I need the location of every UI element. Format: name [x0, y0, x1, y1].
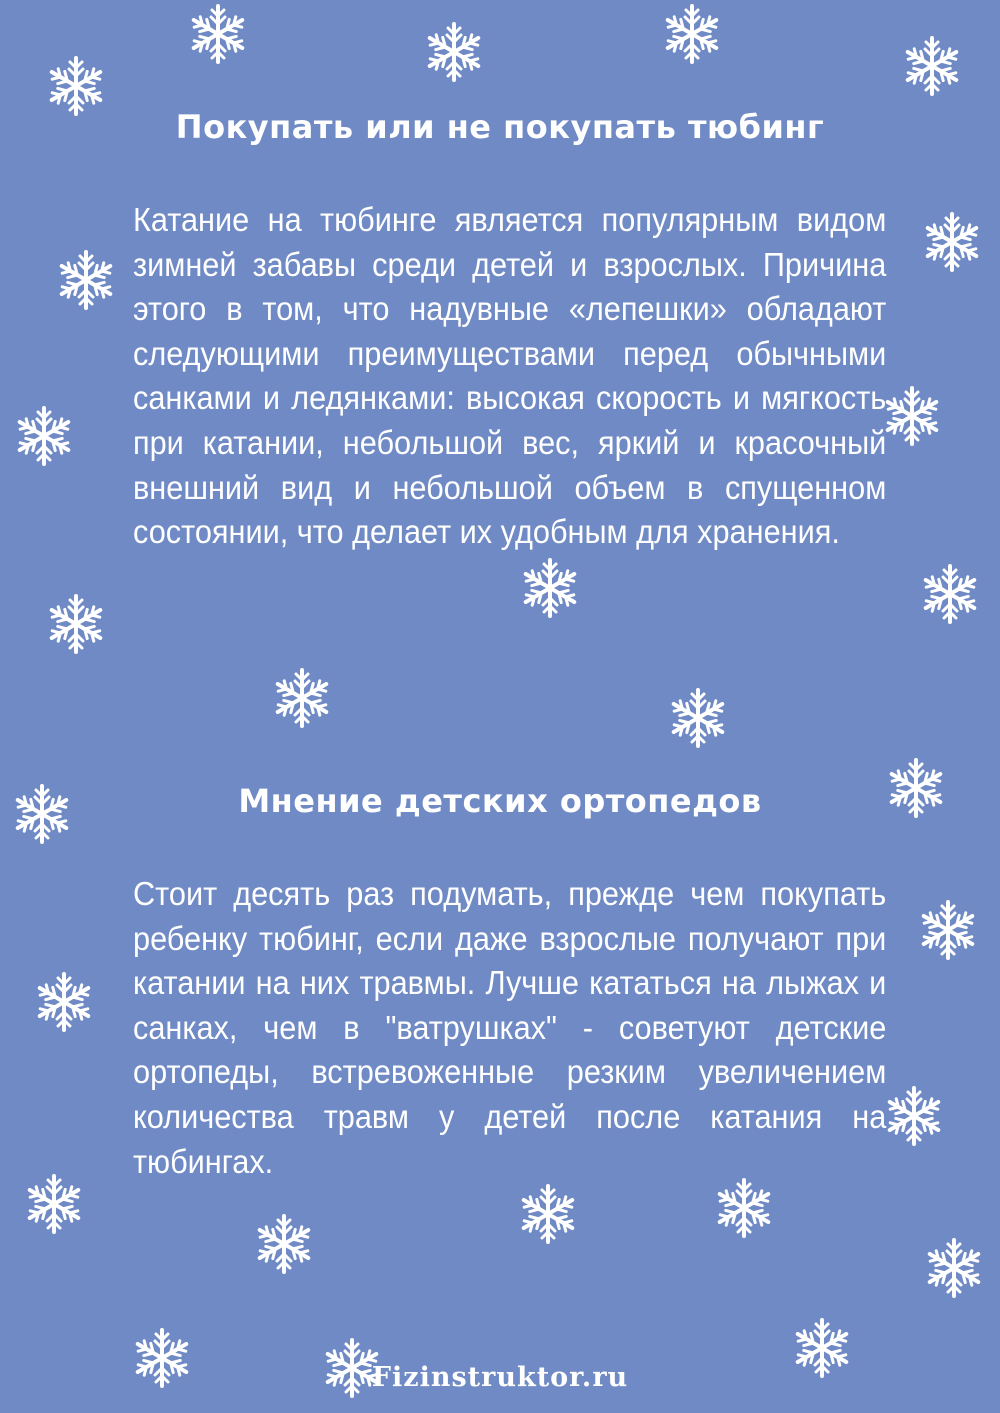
snowflake-icon — [880, 384, 944, 448]
snowflake-icon — [12, 404, 76, 468]
section1-title: Покупать или не покупать тюбинг — [175, 108, 825, 146]
snowflake-icon — [666, 686, 730, 750]
snowflake-icon — [920, 210, 984, 274]
snowflake-icon — [44, 592, 108, 656]
section2-text: Стоит десять раз подумать, прежде чем покупать ребенку тюбинг, если даже взрослые получают при катании на них травмы. Лучше кататься на лыжах и санках, чем в "ватрушках" - советуют детские ортопеды, встревоженные резким увеличением количества травм у детей после катания на тюбингах. — [133, 875, 887, 1180]
section2-title: Мнение детских ортопедов — [238, 782, 762, 820]
snowflake-icon — [916, 898, 980, 962]
snowflake-icon — [660, 2, 724, 66]
snowflake-icon — [518, 556, 582, 620]
section1-text: Катание на тюбинге является популярным видом зимней забавы среди детей и взрослых. Причина этого в том, что надувные «лепешки» обладают следующими преимуществами перед обычными санками и ледянками: высокая скорость и мягкость при катании, небольшой вес, яркий и красочный внешний вид и небольшой объем в спущенном состоянии, что делает их удобным для хранения. — [133, 201, 887, 551]
snowflake-icon — [516, 1182, 580, 1246]
snowflake-icon — [32, 970, 96, 1034]
snowflake-icon — [918, 562, 982, 626]
snowflake-icon — [882, 1084, 946, 1148]
snowflake-icon — [900, 34, 964, 98]
snowflake-icon — [922, 1236, 986, 1300]
snowflake-icon — [712, 1176, 776, 1240]
snowflake-icon — [270, 666, 334, 730]
footer-site: Fizinstruktor.ru — [371, 1362, 629, 1393]
snowflake-icon — [252, 1212, 316, 1276]
snowflake-icon — [422, 20, 486, 84]
snowflake-icon — [186, 2, 250, 66]
snowflake-icon — [54, 248, 118, 312]
snowflake-icon — [22, 1172, 86, 1236]
